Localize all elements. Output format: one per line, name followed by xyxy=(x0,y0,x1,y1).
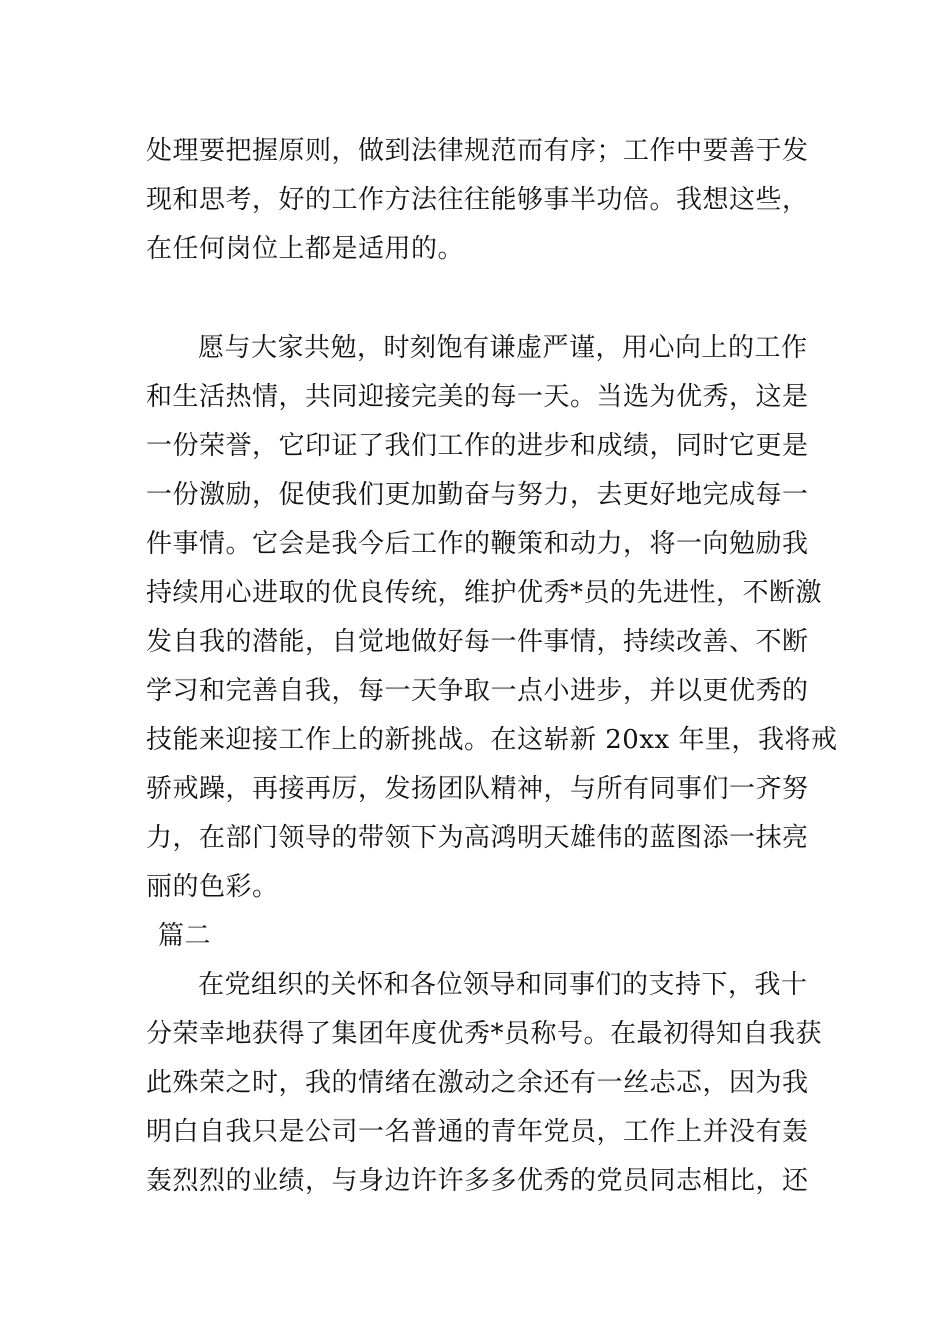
text-line: 一份激励，促使我们更加勤奋与努力，去更好地完成每一 xyxy=(146,480,809,510)
text-line: 愿与大家共勉，时刻饱有谦虚严谨，用心向上的工作 xyxy=(198,333,808,363)
section-heading: 篇二 xyxy=(158,921,212,951)
text-line: 现和思考，好的工作方法往往能够事半功倍。我想这些， xyxy=(146,185,809,215)
text-line: 骄戒躁，再接再厉，发扬团队精神，与所有同事们一齐努 xyxy=(146,774,809,804)
text-line: 发自我的潜能，自觉地做好每一件事情，持续改善、不断 xyxy=(146,627,809,657)
text-line: 此殊荣之时，我的情绪在激动之余还有一丝忐忑，因为我 xyxy=(146,1068,809,1098)
text-line: 一份荣誉，它印证了我们工作的进步和成绩，同时它更是 xyxy=(146,431,809,461)
text-line: 技能来迎接工作上的新挑战。在这崭新 20xx 年里，我将戒 xyxy=(146,725,838,755)
text-line: 在任何岗位上都是适用的。 xyxy=(146,234,465,264)
text-line: 学习和完善自我，每一天争取一点小进步，并以更优秀的 xyxy=(146,676,809,706)
text-line: 持续用心进取的优良传统，维护优秀*员的先进性，不断激 xyxy=(146,578,823,608)
text-line: 明白自我只是公司一名普通的青年党员，工作上并没有轰 xyxy=(146,1117,809,1147)
text-line: 丽的色彩。 xyxy=(146,872,279,902)
text-line: 件事情。它会是我今后工作的鞭策和动力，将一向勉励我 xyxy=(146,529,809,559)
text-line: 处理要把握原则，做到法律规范而有序；工作中要善于发 xyxy=(146,136,809,166)
text-line: 在党组织的关怀和各位领导和同事们的支持下，我十 xyxy=(198,970,808,1000)
text-line: 分荣幸地获得了集团年度优秀*员称号。在最初得知自我获 xyxy=(146,1019,823,1049)
text-line: 力，在部门领导的带领下为高鸿明天雄伟的蓝图添一抹亮 xyxy=(146,823,809,853)
text-line: 和生活热情，共同迎接完美的每一天。当选为优秀，这是 xyxy=(146,382,809,412)
text-line: 轰烈烈的业绩，与身边许许多多优秀的党员同志相比，还 xyxy=(146,1166,809,1196)
